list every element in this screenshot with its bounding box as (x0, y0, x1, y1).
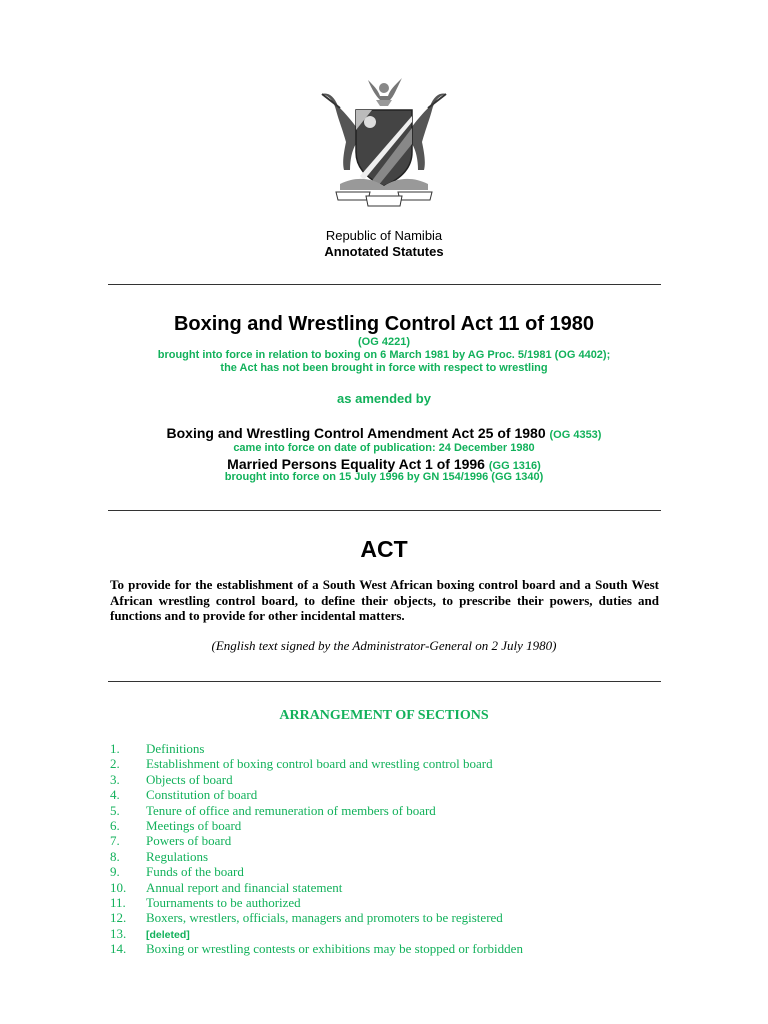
amendment-1 (0, 425, 768, 441)
section-title: Establishment of boxing control board and wrestling control board (146, 756, 493, 772)
section-number: 9. (110, 864, 120, 880)
commencement-note-2: the Act has not been brought in force with respect to wrestling (220, 362, 548, 374)
amendment-2 (0, 456, 768, 472)
signature-note: (English text signed by the Administrator-General on 2 July 1980) (211, 638, 557, 653)
act-title: Boxing and Wrestling Control Act 11 of 1980 (173, 313, 595, 335)
section-item[interactable] (110, 818, 670, 833)
section-title: Tenure of office and remuneration of members of board (146, 802, 436, 818)
annotated-statutes-label: Annotated Statutes (324, 244, 444, 259)
gazette-reference: (OG 4221) (358, 336, 410, 348)
section-item[interactable] (110, 926, 670, 941)
amendment-1-ref: (OG 4353) (549, 429, 602, 441)
sections-list (110, 741, 670, 956)
section-number: 10. (110, 879, 127, 895)
section-item[interactable] (110, 803, 670, 818)
section-item[interactable] (110, 864, 670, 879)
section-item[interactable] (110, 741, 670, 756)
section-title: Tournaments to be authorized (146, 894, 301, 910)
section-title: Constitution of board (146, 787, 258, 803)
section-item[interactable] (110, 895, 670, 910)
section-number: 7. (110, 833, 120, 849)
section-title: Regulations (146, 848, 209, 864)
section-title: Objects of board (146, 771, 233, 787)
coat-of-arms-icon (316, 66, 452, 210)
section-number: 8. (110, 848, 120, 864)
section-title: Funds of the board (146, 864, 244, 880)
section-number: 14. (110, 941, 127, 957)
section-number: 4. (110, 787, 120, 803)
commencement-note: brought into force in relation to boxing on 6 March 1981 by AG Proc. 5/1981 (OG 4402); (157, 349, 611, 361)
section-title: Powers of board (146, 833, 232, 849)
long-title: To provide for the establishment of a South West African boxing control board and a South West African wrestling control board, to define their objects, to prescribe their powers, duties and functions and to provide for other incidental matters. (110, 577, 659, 623)
divider (108, 284, 661, 285)
divider (108, 681, 661, 682)
section-item[interactable] (110, 880, 670, 895)
section-number: 11. (110, 894, 126, 910)
divider (108, 510, 661, 511)
section-number: 1. (110, 741, 120, 756)
section-number: 13. (110, 925, 127, 941)
amendment-2-note: brought into force on 15 July 1996 by GN 154/1996 (GG 1340) (224, 471, 544, 483)
section-item[interactable] (110, 756, 670, 771)
amended-by-label: as amended by (337, 391, 431, 406)
section-number: 3. (110, 771, 120, 787)
section-title: Boxers, wrestlers, officials, managers and promoters to be registered (146, 910, 503, 926)
section-number: 6. (110, 817, 120, 833)
amendment-2-name: Married Persons Equality Act 1 of 1996 (227, 456, 485, 472)
section-title: Annual report and financial statement (146, 879, 343, 895)
section-item[interactable] (110, 833, 670, 848)
section-title: [deleted] (146, 928, 190, 941)
section-item[interactable] (110, 941, 670, 956)
arrangement-heading: ARRANGEMENT OF SECTIONS (279, 708, 489, 723)
section-item[interactable] (110, 849, 670, 864)
republic-name: Republic of Namibia (325, 228, 443, 243)
act-heading: ACT (360, 536, 408, 562)
section-number: 2. (110, 756, 120, 772)
section-item[interactable] (110, 910, 670, 925)
amendment-2-ref: (GG 1316) (488, 460, 541, 472)
amendment-1-note: came into force on date of publication: 24 December 1980 (233, 442, 535, 454)
section-number: 12. (110, 910, 127, 926)
section-title: Meetings of board (146, 817, 242, 833)
section-item[interactable] (110, 772, 670, 787)
section-item[interactable] (110, 787, 670, 802)
amendment-1-name: Boxing and Wrestling Control Amendment Act 25 of 1980 (166, 425, 546, 441)
section-number: 5. (110, 802, 120, 818)
section-title: Boxing or wrestling contests or exhibitions may be stopped or forbidden (146, 941, 523, 957)
section-title: Definitions (146, 741, 205, 756)
